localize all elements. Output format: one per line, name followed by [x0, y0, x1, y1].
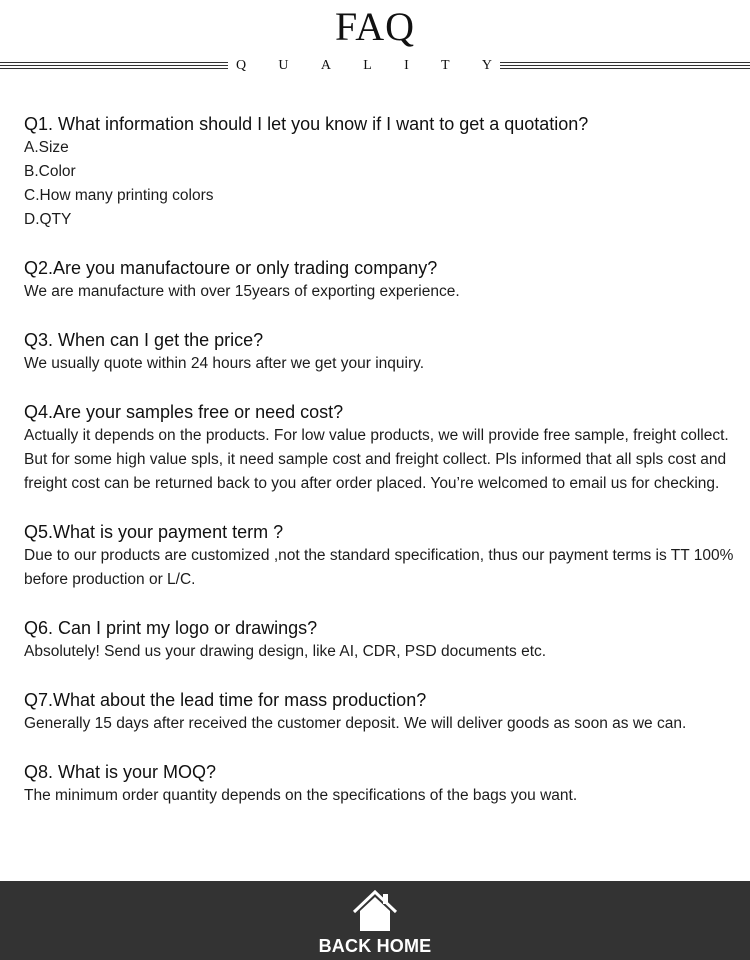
subtitle-letter: I [404, 58, 409, 73]
title-rule-left [0, 62, 228, 70]
back-home-button[interactable] [0, 881, 750, 960]
faq-item-5 [24, 520, 742, 592]
faq-question: Q4.Are your samples free or need cost? [24, 402, 344, 422]
faq-answer: Actually it depends on the products. For low value products, we will provide free sample, freight collect. But for some high value spls, it need sample cost and freight collect. Pls informed that all spls cost and freight cost can be returned back to you after order placed. You’re welcomed to email us for checking. [24, 427, 729, 492]
title-rule-right [500, 62, 750, 70]
subtitle-letter: T [441, 58, 450, 73]
faq-answer-line: D.QTY [24, 211, 72, 228]
page-title: FAQ [334, 4, 416, 49]
page-header [0, 0, 750, 90]
faq-question: Q2.Are you manufactoure or only trading company? [24, 258, 438, 278]
faq-item-1 [24, 112, 742, 232]
faq-answer: We are manufacture with over 15years of exporting experience. [24, 283, 460, 300]
faq-answer: The minimum order quantity depends on the specifications of the bags you want. [24, 787, 578, 804]
faq-answer: Absolutely! Send us your drawing design, like AI, CDR, PSD documents etc. [24, 643, 547, 660]
faq-question: Q6. Can I print my logo or drawings? [24, 618, 318, 638]
subtitle-letter: Q [236, 58, 247, 73]
subtitle-letter: L [363, 58, 372, 73]
faq-answer-line: C.How many printing colors [24, 187, 214, 204]
home-icon [351, 889, 399, 933]
faq-item-8 [24, 760, 742, 808]
faq-answer-line: A.Size [24, 139, 69, 156]
faq-answer: Generally 15 days after received the customer deposit. We will deliver goods as soon as we can. [24, 715, 687, 732]
faq-answer: We usually quote within 24 hours after we get your inquiry. [24, 355, 425, 372]
faq-question: Q1. What information should I let you know if I want to get a quotation? [24, 114, 589, 134]
faq-question: Q3. When can I get the price? [24, 330, 264, 350]
faq-item-4 [24, 400, 742, 496]
back-home-label: BACK HOME [318, 936, 432, 956]
subtitle-letter: A [320, 58, 331, 73]
faq-list [24, 112, 742, 832]
subtitle-quality [236, 57, 492, 75]
faq-item-3 [24, 328, 742, 376]
faq-question: Q7.What about the lead time for mass production? [24, 690, 427, 710]
faq-item-6 [24, 616, 742, 664]
faq-answer: Due to our products are customized ,not the standard specification, thus our payment terms is TT 100% before production or L/C. [24, 547, 734, 588]
subtitle-letter: U [278, 58, 289, 73]
faq-answer-line: B.Color [24, 163, 76, 180]
subtitle-letter: Y [481, 58, 492, 73]
faq-item-7 [24, 688, 742, 736]
faq-question: Q8. What is your MOQ? [24, 762, 217, 782]
faq-item-2 [24, 256, 742, 304]
faq-question: Q5.What is your payment term ? [24, 522, 284, 542]
